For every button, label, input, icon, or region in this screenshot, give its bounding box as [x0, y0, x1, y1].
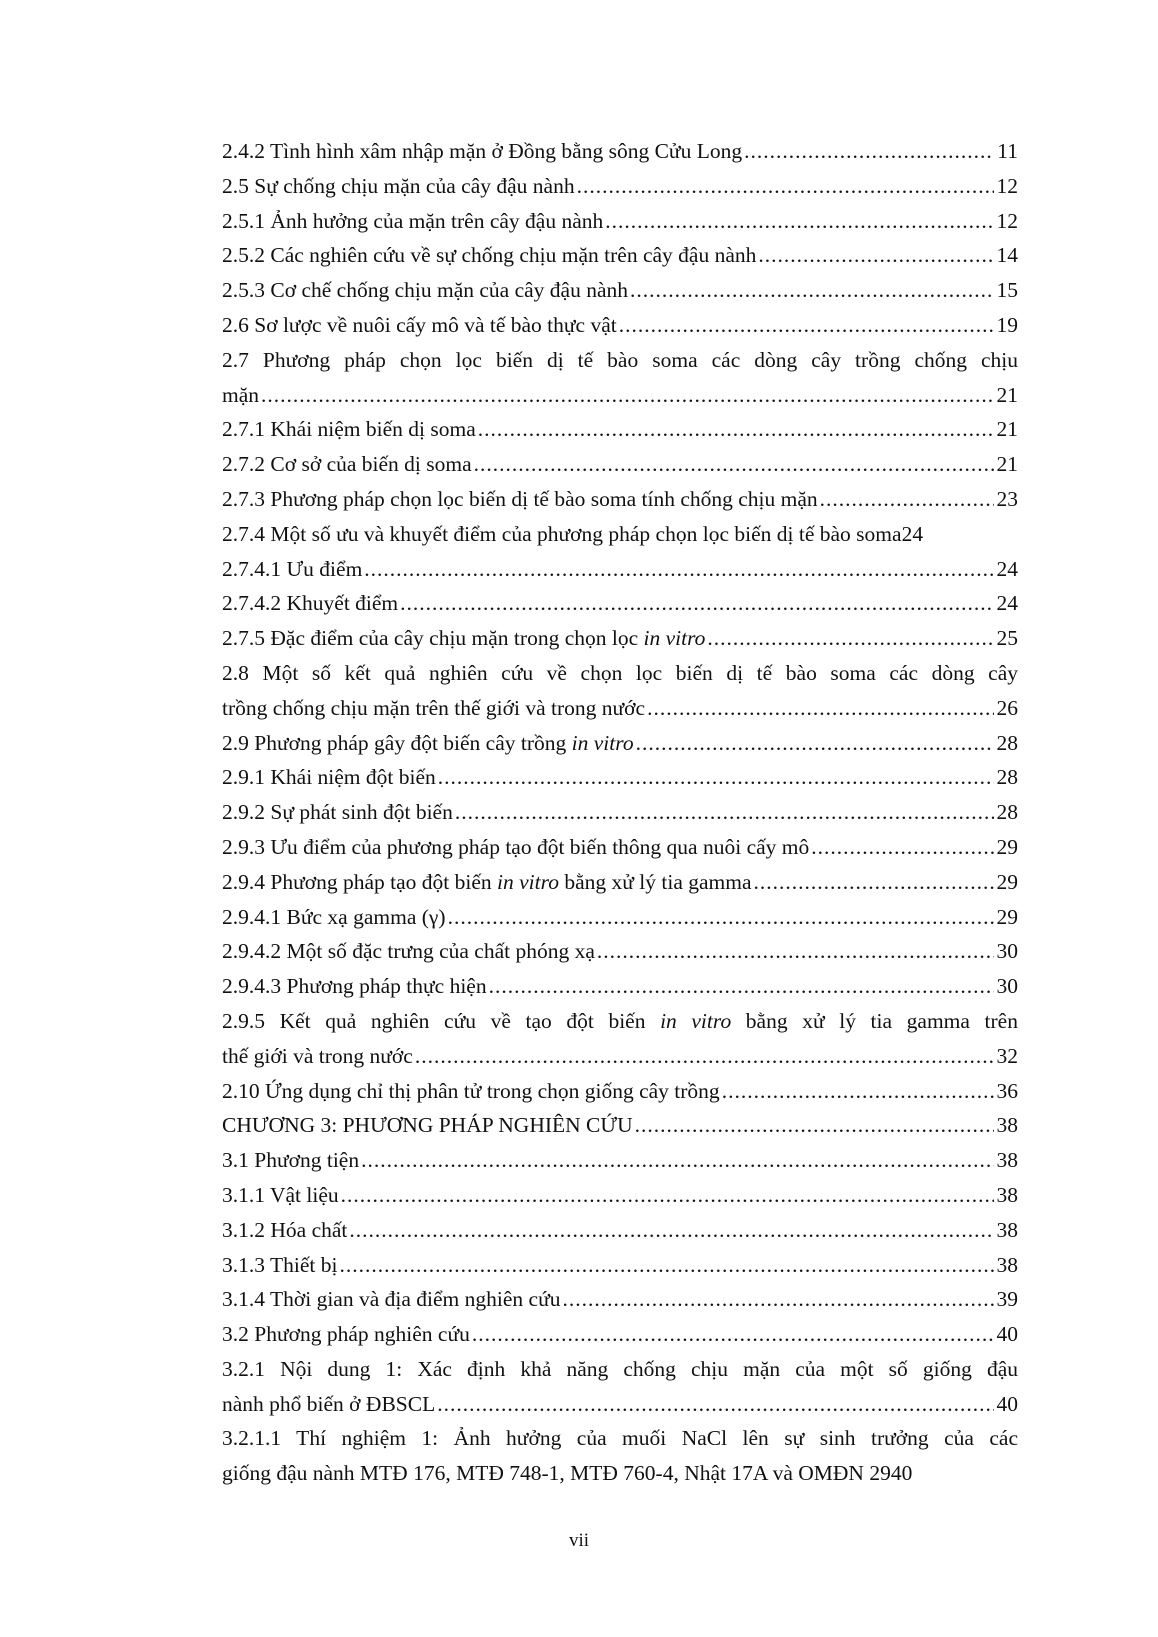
- toc-page: 32: [996, 1043, 1018, 1068]
- dot-leader: [472, 1317, 994, 1352]
- toc-title: 3.1.3 Thiết bị: [222, 1252, 338, 1277]
- toc-title: 2.9.4.3 Phương pháp thực hiện: [222, 974, 487, 999]
- toc-page: 40: [996, 1322, 1018, 1347]
- toc-entry-2-9-4-1[interactable]: [222, 900, 1018, 935]
- toc-entry-3-2-1-1-line1[interactable]: 3.2.1.1 Thí nghiệm 1: Ảnh hưởng của muối NaCl lên sự sinh trưởng của các: [222, 1426, 1018, 1451]
- toc-page: 19: [996, 312, 1018, 337]
- toc-title: 2.7.5 Đặc điểm của cây chịu mặn trong chọn lọc in vitro: [222, 626, 706, 651]
- dot-leader: [577, 169, 994, 204]
- toc-page: 26: [996, 695, 1018, 720]
- toc-title: 2.5 Sự chống chịu mặn của cây đậu nành: [222, 173, 575, 198]
- toc-page: 24: [996, 556, 1018, 581]
- toc-page: 38: [996, 1252, 1018, 1277]
- toc-title: 2.7.1 Khái niệm biến dị soma: [222, 417, 476, 442]
- table-of-contents: [222, 134, 1018, 1491]
- dot-leader: [707, 621, 993, 656]
- toc-page: 28: [996, 800, 1018, 825]
- dot-leader: [438, 760, 994, 795]
- toc-title: 2.7.4 Một số ưu và khuyết điểm của phương pháp chọn lọc biến dị tế bào soma: [222, 521, 902, 546]
- dot-leader: [474, 447, 994, 482]
- toc-title: thế giới và trong nước: [222, 1043, 413, 1068]
- dot-leader: [455, 795, 994, 830]
- toc-title: 3.1.4 Thời gian và địa điểm nghiên cứu: [222, 1287, 561, 1312]
- toc-title: 2.4.2 Tình hình xâm nhập mặn ở Đồng bằng sông Cửu Long: [222, 139, 743, 163]
- toc-page: 30: [996, 974, 1018, 999]
- toc-page: 28: [996, 730, 1018, 755]
- toc-entry-3-2-1-1-line2[interactable]: giống đậu nành MTĐ 176, MTĐ 748-1, MTĐ 760-4, Nhật 17A và OMĐN 2940: [222, 1461, 913, 1486]
- toc-title: nành phổ biến ở ĐBSCL: [222, 1391, 436, 1416]
- toc-page: 36: [996, 1078, 1018, 1103]
- toc-page: 28: [996, 765, 1018, 790]
- toc-title: 2.9 Phương pháp gây đột biến cây trồng in vitro: [222, 730, 634, 755]
- page-number: vii: [568, 1530, 590, 1551]
- dot-leader: [563, 1282, 994, 1317]
- toc-entry-2-9[interactable]: [222, 726, 1018, 761]
- dot-leader: [437, 1387, 993, 1422]
- toc-entry-2-5[interactable]: [222, 169, 1018, 204]
- toc-title: 2.9.1 Khái niệm đột biến: [222, 765, 436, 790]
- dot-leader: [415, 1039, 994, 1074]
- toc-page: 11: [997, 139, 1018, 163]
- toc-page: 24: [901, 521, 924, 546]
- toc-entry-2-5-1[interactable]: [222, 204, 1018, 239]
- dot-leader: [364, 552, 993, 587]
- toc-page: 24: [996, 591, 1018, 616]
- toc-page: 29: [996, 834, 1018, 859]
- toc-title: 2.9.3 Ưu điểm của phương pháp tạo đột biến thông qua nuôi cấy mô: [222, 834, 810, 859]
- toc-title: 3.1.1 Vật liệu: [222, 1182, 339, 1207]
- toc-title: 2.7.3 Phương pháp chọn lọc biến dị tế bào soma tính chống chịu mặn: [222, 486, 818, 511]
- toc-title: 2.9.4 Phương pháp tạo đột biến in vitro bằng xử lý tia gamma: [222, 869, 752, 894]
- dot-leader: [811, 830, 993, 865]
- toc-title: 2.9.2 Sự phát sinh đột biến: [222, 800, 453, 825]
- toc-entry-2-8[interactable]: [222, 691, 1018, 726]
- toc-title: 2.5.3 Cơ chế chống chịu mặn của cây đậu nành: [222, 278, 629, 303]
- toc-page: 25: [996, 626, 1018, 651]
- toc-page: 30: [996, 939, 1018, 964]
- dot-leader: [361, 1143, 993, 1178]
- dot-leader: [635, 1108, 994, 1143]
- toc-page: 39: [996, 1287, 1018, 1312]
- toc-page: 38: [996, 1148, 1018, 1173]
- toc-title: 2.7.4.2 Khuyết điểm: [222, 591, 399, 616]
- dot-leader: [758, 238, 993, 273]
- toc-entry-3-1[interactable]: [222, 1143, 1018, 1178]
- dot-leader: [636, 726, 994, 761]
- toc-entry-3-1-1[interactable]: [222, 1178, 1018, 1213]
- toc-title: 2.7.2 Cơ sở của biến dị soma: [222, 452, 472, 477]
- toc-page: 29: [996, 904, 1018, 929]
- dot-leader: [448, 900, 994, 935]
- toc-title: trồng chống chịu mặn trên thế giới và trong nước: [222, 695, 646, 720]
- toc-entry-2-9-4[interactable]: [222, 865, 1018, 900]
- dot-leader: [722, 1074, 994, 1109]
- toc-page: 23: [996, 486, 1018, 511]
- toc-entry-3-1-4[interactable]: [222, 1282, 1018, 1317]
- dot-leader: [820, 482, 994, 517]
- dot-leader: [489, 969, 994, 1004]
- dot-leader: [754, 865, 994, 900]
- toc-title: CHƯƠNG 3: PHƯƠNG PHÁP NGHIÊN CỨU: [222, 1113, 633, 1138]
- toc-entry-chapter-3[interactable]: [222, 1108, 1018, 1143]
- dot-leader: [341, 1178, 994, 1213]
- toc-entry-2-9-3[interactable]: [222, 830, 1018, 865]
- toc-title: 2.6 Sơ lược về nuôi cấy mô và tế bào thực vật: [222, 312, 617, 337]
- toc-entry-2-4-2[interactable]: [222, 134, 1018, 169]
- toc-entry-2-9-1[interactable]: [222, 760, 1018, 795]
- toc-title: 3.2 Phương pháp nghiên cứu: [222, 1322, 470, 1347]
- toc-page: 12: [996, 173, 1018, 198]
- toc-entry-2-5-2[interactable]: [222, 238, 1018, 273]
- toc-title: 3.1 Phương tiện: [222, 1148, 360, 1173]
- toc-title: 3.1.2 Hóa chất: [222, 1217, 348, 1242]
- toc-page: 21: [996, 452, 1018, 477]
- toc-entry-2-9-2[interactable]: [222, 795, 1018, 830]
- toc-title: 2.9.4.2 Một số đặc trưng của chất phóng xạ: [222, 939, 595, 964]
- dot-leader: [605, 204, 993, 239]
- dot-leader: [349, 1213, 993, 1248]
- dot-leader: [647, 691, 993, 726]
- dot-leader: [630, 273, 993, 308]
- toc-entry-2-7-4[interactable]: [222, 517, 1018, 552]
- toc-entry-3-1-3[interactable]: [222, 1248, 1018, 1283]
- dot-leader: [478, 412, 994, 447]
- toc-page: 29: [996, 869, 1018, 894]
- toc-entry-2-7-5[interactable]: [222, 621, 1018, 656]
- toc-entry-2-9-4-3[interactable]: [222, 969, 1018, 1004]
- toc-entry-2-7-1[interactable]: [222, 412, 1018, 447]
- dot-leader: [261, 378, 993, 413]
- toc-page: 21: [996, 417, 1018, 442]
- dot-leader: [744, 134, 994, 169]
- toc-entry-2-8-line1[interactable]: 2.8 Một số kết quả nghiên cứu về chọn lọc biến dị tế bào soma các dòng cây: [222, 660, 1018, 685]
- toc-title: 2.5.1 Ảnh hưởng của mặn trên cây đậu nành: [222, 208, 604, 233]
- toc-entry-2-7-line1[interactable]: 2.7 Phương pháp chọn lọc biến dị tế bào soma các dòng cây trồng chống chịu: [222, 347, 1018, 372]
- toc-entry-3-2-1-line1[interactable]: 3.2.1 Nội dung 1: Xác định khả năng chống chịu mặn của một số giống đậu: [222, 1356, 1018, 1381]
- toc-page: 14: [996, 243, 1018, 268]
- dot-leader: [339, 1248, 993, 1283]
- toc-title: 2.9.4.1 Bức xạ gamma (γ): [222, 904, 446, 929]
- toc-entry-2-6[interactable]: [222, 308, 1018, 343]
- toc-page: 38: [996, 1113, 1018, 1138]
- toc-page: 40: [996, 1391, 1018, 1416]
- toc-title: mặn: [222, 382, 260, 407]
- toc-page: 38: [996, 1182, 1018, 1207]
- toc-page: 21: [996, 382, 1018, 407]
- toc-entry-2-9-4-2[interactable]: [222, 934, 1018, 969]
- toc-entry-2-9-5[interactable]: [222, 1039, 1018, 1074]
- toc-entry-2-7-3[interactable]: [222, 482, 1018, 517]
- toc-entry-2-10[interactable]: [222, 1074, 1018, 1109]
- toc-title: 2.10 Ứng dụng chỉ thị phân tử trong chọn giống cây trồng: [222, 1078, 720, 1103]
- dot-leader: [400, 586, 993, 621]
- toc-page: 12: [996, 208, 1018, 233]
- toc-title: 2.5.2 Các nghiên cứu về sự chống chịu mặn trên cây đậu nành: [222, 243, 757, 268]
- toc-entry-2-7-4-2[interactable]: [222, 586, 1018, 621]
- toc-page: 15: [996, 278, 1018, 303]
- dot-leader: [597, 934, 994, 969]
- toc-entry-2-7[interactable]: [222, 378, 1018, 413]
- toc-entry-3-1-2[interactable]: [222, 1213, 1018, 1248]
- toc-entry-3-2-1[interactable]: [222, 1387, 1018, 1422]
- toc-entry-2-5-3[interactable]: [222, 273, 1018, 308]
- toc-entry-2-7-2[interactable]: [222, 447, 1018, 482]
- toc-page: 38: [996, 1217, 1018, 1242]
- toc-title: 2.7.4.1 Ưu điểm: [222, 556, 363, 581]
- toc-entry-2-9-5-line1[interactable]: 2.9.5 Kết quả nghiên cứu về tạo đột biến in vitro bằng xử lý tia gamma trên: [222, 1008, 1018, 1033]
- dot-leader: [619, 308, 994, 343]
- toc-entry-3-2[interactable]: [222, 1317, 1018, 1352]
- toc-entry-2-7-4-1[interactable]: [222, 552, 1018, 587]
